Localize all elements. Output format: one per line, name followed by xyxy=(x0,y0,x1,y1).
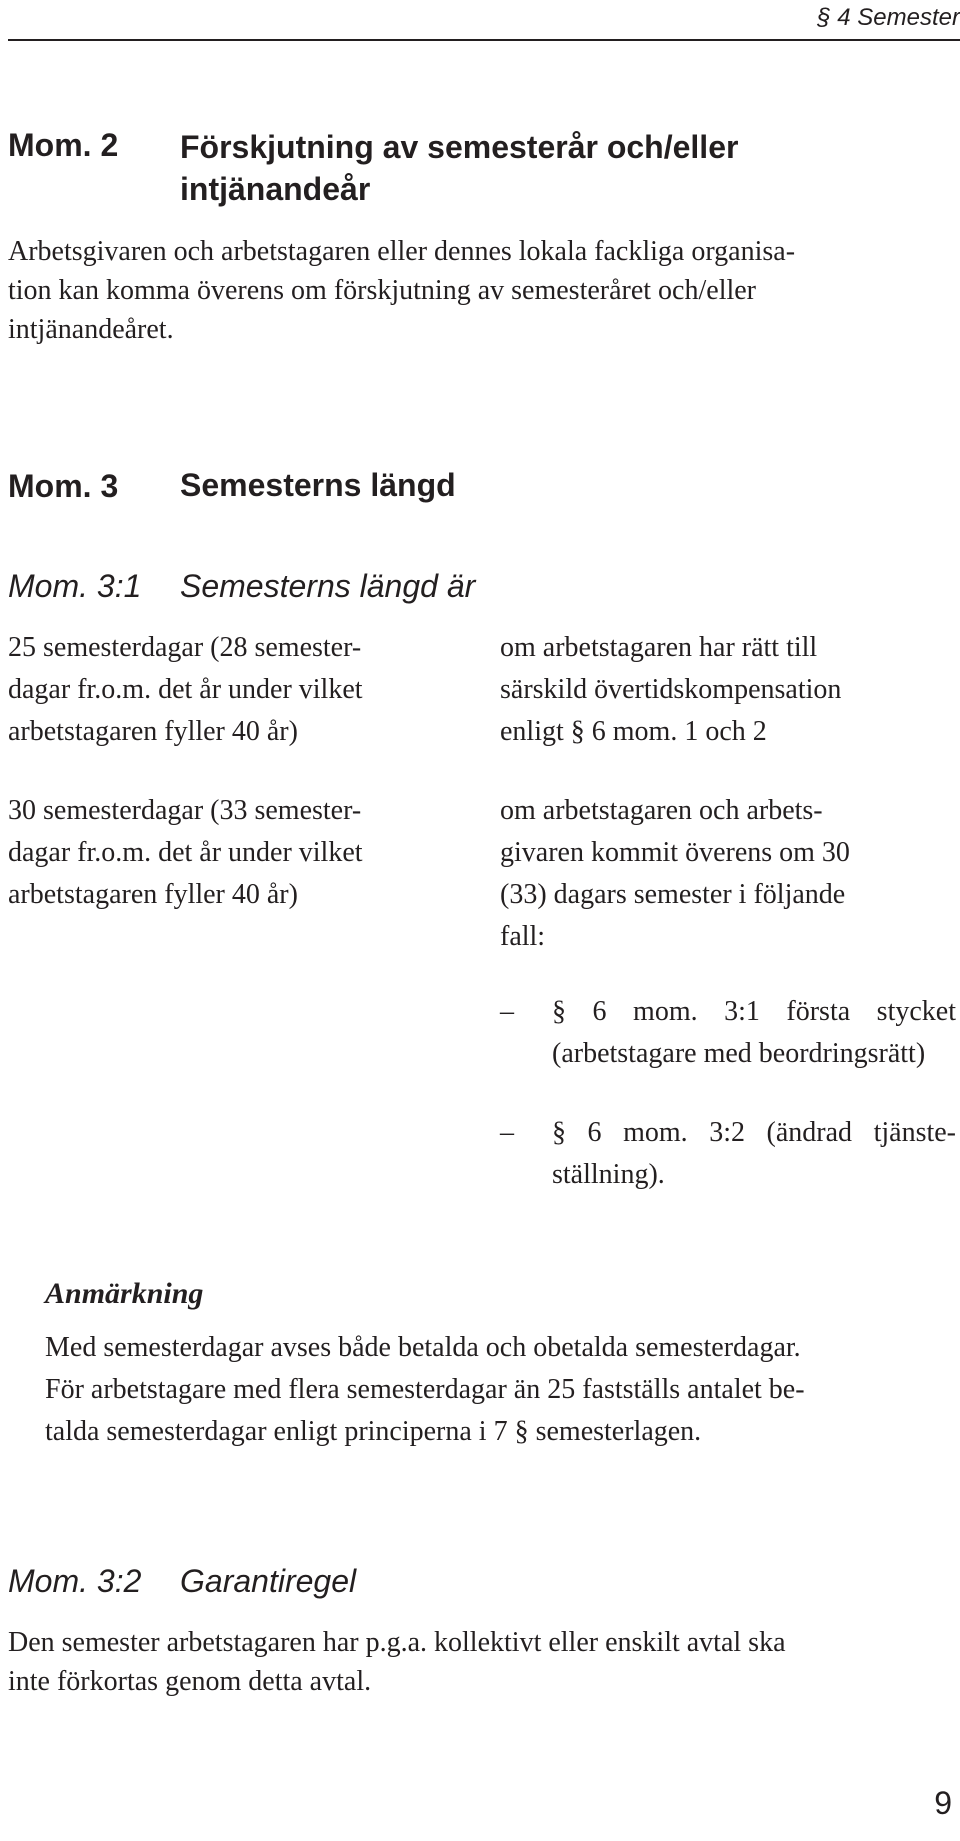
mom3-title: Semesterns längd xyxy=(180,467,456,503)
dash-line: (arbetstagare med beordringsrätt) xyxy=(552,1038,926,1069)
row-line: 25 semesterdagar (28 semester- xyxy=(8,632,362,663)
mom2-number: Mom. 2 xyxy=(8,127,119,163)
dash-text xyxy=(552,991,956,1075)
dash-line: § 6 mom. 3:2 (ändrad tjänste- xyxy=(552,1117,956,1148)
dash-bullet: – xyxy=(500,1117,514,1148)
note-body xyxy=(45,1327,948,1453)
mom2-body xyxy=(8,232,946,349)
mom3-2-body xyxy=(8,1623,946,1701)
vacation-row-1-right xyxy=(500,627,960,753)
mom3-2-title: Garantiregel xyxy=(180,1563,357,1599)
row-line: särskild övertidskompensation xyxy=(500,674,842,705)
row-line: dagar fr.o.m. det år under vilket xyxy=(8,837,363,868)
mom3-2-body-line: inte förkortas genom detta avtal. xyxy=(8,1666,372,1697)
dash-bullet: – xyxy=(500,996,514,1027)
mom3-1-number: Mom. 3:1 xyxy=(8,568,142,604)
note-line: talda semesterdagar enligt principerna i 7 § semesterlagen. xyxy=(45,1416,702,1447)
dash-item-1 xyxy=(500,991,956,1075)
page-number: 9 xyxy=(934,1785,952,1821)
row-line: givaren kommit överens om 30 xyxy=(500,837,850,868)
row-line: (33) dagars semester i följande xyxy=(500,879,846,910)
vacation-row-2-left xyxy=(8,790,448,916)
mom3-number: Mom. 3 xyxy=(8,468,119,504)
header-rule xyxy=(8,39,960,41)
row-line: arbetstagaren fyller 40 år) xyxy=(8,879,298,910)
dash-item-2 xyxy=(500,1112,956,1196)
mom2-body-line: intjänandeåret. xyxy=(8,314,174,345)
mom3-2-number: Mom. 3:2 xyxy=(8,1563,142,1599)
mom2-body-line: tion kan komma överens om förskjutning av semesteråret och/eller xyxy=(8,275,757,306)
row-line: om arbetstagaren har rätt till xyxy=(500,632,818,663)
mom3-2-body-line: Den semester arbetstagaren har p.g.a. kollektivt eller enskilt avtal ska xyxy=(8,1627,786,1658)
note-line: För arbetstagare med flera semesterdagar än 25 fastställs antalet be- xyxy=(45,1374,805,1405)
mom2-title-line: Förskjutning av semesterår och/eller xyxy=(180,129,739,165)
vacation-row-1-left xyxy=(8,627,448,753)
running-header: § 4 Semester xyxy=(817,4,960,31)
row-line: 30 semesterdagar (33 semester- xyxy=(8,795,362,826)
note-line: Med semesterdagar avses både betalda och obetalda semesterdagar. xyxy=(45,1332,801,1363)
mom3-1-title: Semesterns längd är xyxy=(180,568,476,604)
dash-text xyxy=(552,1112,956,1196)
note-title: Anmärkning xyxy=(45,1277,204,1310)
vacation-row-2-right xyxy=(500,790,960,958)
mom2-title-line: intjänandeår xyxy=(180,171,371,207)
row-line: arbetstagaren fyller 40 år) xyxy=(8,716,298,747)
row-line: enligt § 6 mom. 1 och 2 xyxy=(500,716,767,747)
dash-line: ställning). xyxy=(552,1159,665,1190)
mom2-body-line: Arbetsgivaren och arbetstagaren eller dennes lokala fackliga organisa- xyxy=(8,236,796,267)
row-line: om arbetstagaren och arbets- xyxy=(500,795,823,826)
row-line: dagar fr.o.m. det år under vilket xyxy=(8,674,363,705)
mom2-title xyxy=(180,126,738,210)
row-line: fall: xyxy=(500,921,546,952)
dash-line: § 6 mom. 3:1 första stycket xyxy=(552,996,956,1027)
